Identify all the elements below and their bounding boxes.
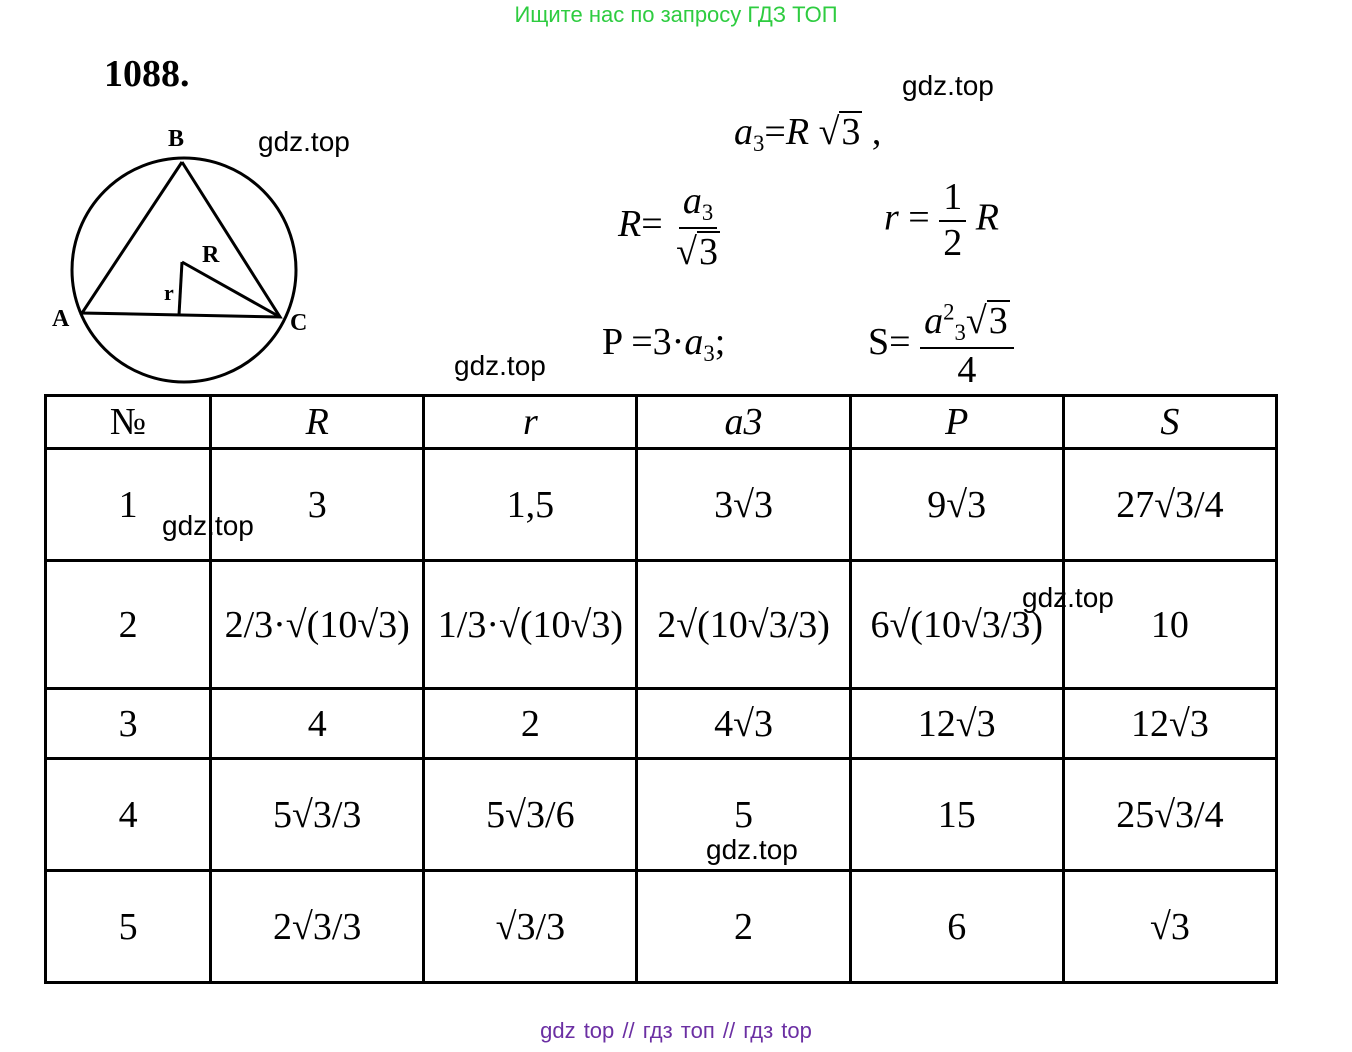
watermark: gdz.top xyxy=(902,70,994,101)
vertex-c-label: C xyxy=(290,310,308,336)
formula-inradius: r = $\frac{1}{2}$ R xyxy=(884,176,999,264)
table-cell: 3√3 xyxy=(637,449,850,561)
vertex-b-label: B xyxy=(168,126,185,152)
formula-area: S= $\frac{a^2_3√3}{4}$ xyxy=(868,300,1014,391)
table-cell: √3 xyxy=(1063,871,1276,983)
radius-label: R xyxy=(202,242,220,268)
radius-line xyxy=(182,262,280,317)
watermark: gdz.top xyxy=(1022,582,1114,613)
table-cell: 2 xyxy=(424,689,637,759)
table-cell: 25√3/4 xyxy=(1063,759,1276,871)
watermark: gdz.top xyxy=(258,126,350,157)
table-cell: 5 xyxy=(637,759,850,871)
header-R: R xyxy=(211,396,424,449)
table-cell: 10 xyxy=(1063,561,1276,689)
table-cell: 2 xyxy=(637,871,850,983)
triangle-diagram xyxy=(44,120,324,390)
table-cell: 5√3/6 xyxy=(424,759,637,871)
inradius-label: r xyxy=(164,280,174,305)
table-cell: 5√3/3 xyxy=(211,759,424,871)
watermark: gdz.top xyxy=(162,510,254,541)
table-cell: 2√(10√3/3) xyxy=(637,561,850,689)
table-cell: 4 xyxy=(211,689,424,759)
watermark: gdz.top xyxy=(706,834,798,865)
problem-number: 1088. xyxy=(104,53,190,95)
vertex-a-label: A xyxy=(52,306,70,332)
table-cell: 2√3/3 xyxy=(211,871,424,983)
table-cell: 4 xyxy=(46,759,211,871)
table-header-row xyxy=(46,396,1277,449)
circumcircle xyxy=(72,158,296,382)
table-cell: 12√3 xyxy=(1063,689,1276,759)
table-cell: 3 xyxy=(211,449,424,561)
table-cell: 3 xyxy=(46,689,211,759)
table-row xyxy=(46,871,1277,983)
table-cell: 6 xyxy=(850,871,1063,983)
header-S: S xyxy=(1063,396,1276,449)
header-number: № xyxy=(46,396,211,449)
table-cell: 1 xyxy=(46,449,211,561)
header-a3: a3 xyxy=(637,396,850,449)
table-cell: 1/3·√(10√3) xyxy=(424,561,637,689)
table-row xyxy=(46,561,1277,689)
table-cell: 6√(10√3/3) xyxy=(850,561,1063,689)
table-row xyxy=(46,449,1277,561)
table-cell: 12√3 xyxy=(850,689,1063,759)
table-cell: 4√3 xyxy=(637,689,850,759)
formula-perimeter: $P =3\cdot a_3$; xyxy=(602,321,726,366)
header-P: P xyxy=(850,396,1063,449)
table-cell: √3/3 xyxy=(424,871,637,983)
formula-circumradius: R= $\frac{a_3}{√3}$ xyxy=(618,180,719,273)
table-cell: 1,5 xyxy=(424,449,637,561)
header-r: r xyxy=(424,396,637,449)
table-row xyxy=(46,689,1277,759)
footer-links[interactable]: gdz top // гдз топ // гдз top xyxy=(540,1018,812,1043)
table-cell: 27√3/4 xyxy=(1063,449,1276,561)
results-table xyxy=(44,394,1278,984)
table-cell: 5 xyxy=(46,871,211,983)
search-banner[interactable]: Ищите нас по запросу ГДЗ ТОП xyxy=(514,2,838,27)
table-row xyxy=(46,759,1277,871)
formula-side: $a_3=R$ √3 , xyxy=(734,111,882,156)
inradius-line xyxy=(179,262,182,315)
watermark: gdz.top xyxy=(454,350,546,381)
table-cell: 2/3·√(10√3) xyxy=(211,561,424,689)
table-cell: 2 xyxy=(46,561,211,689)
table-cell: 9√3 xyxy=(850,449,1063,561)
table-cell: 15 xyxy=(850,759,1063,871)
